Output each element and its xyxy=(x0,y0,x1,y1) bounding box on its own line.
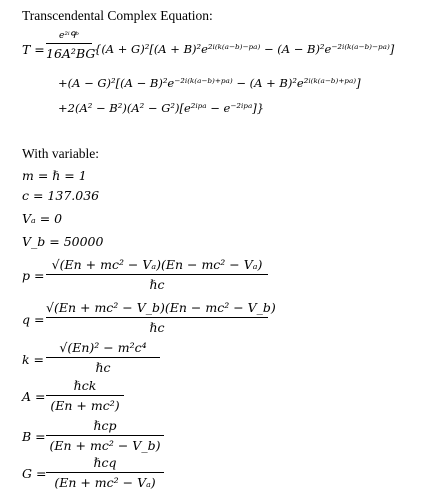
def-p-lhs: p = xyxy=(22,268,45,283)
def-b-numerator: ℏcp xyxy=(93,418,117,433)
def-b-lhs: B = xyxy=(22,429,46,444)
def-k-fraction xyxy=(46,340,160,375)
def-a-denominator: (En + mc²) xyxy=(50,398,120,413)
def-a-fraction xyxy=(46,378,124,413)
def-q-numerator: √(En + mc² − V_b)(En − mc² − V_b) xyxy=(46,300,276,315)
fraction-bar xyxy=(46,43,92,44)
var-c: c = 137.036 xyxy=(22,188,100,203)
equation-line-2: +(A − G)²[(A − B)²e⁻²ⁱ⁽ᵏ⁽ᵃ⁻ᵇ⁾⁺ᵖᵃ⁾ − (A + B)²e²ⁱ⁽ᵏ⁽ᵃ⁻ᵇ⁾⁺ᵖᵃ⁾] xyxy=(58,76,361,90)
equation-lhs: T = xyxy=(22,42,45,57)
sqrt-icon: √ xyxy=(46,300,54,315)
def-g-numerator: ℏcq xyxy=(93,455,117,470)
def-a-numerator: ℏck xyxy=(73,378,97,393)
var-vb: V_b = 50000 xyxy=(22,234,104,249)
sqrt-icon: √ xyxy=(59,340,68,355)
def-k-lhs: k = xyxy=(22,352,45,367)
def-a-lhs: A = xyxy=(22,389,46,404)
def-k-denominator: ℏc xyxy=(95,360,111,375)
def-q-fraction xyxy=(46,300,276,335)
def-p-denominator: ℏc xyxy=(149,277,165,292)
sqrt-icon: √ xyxy=(51,257,60,272)
equation-line-3: +2(A² − B²)(A² − G²)[e²ⁱᵖᵃ − e⁻²ⁱᵖᵃ]} xyxy=(58,101,265,115)
def-g-lhs: G = xyxy=(22,466,47,481)
def-g-denominator: (En + mc² − Vₐ) xyxy=(54,475,156,490)
equation-title: Transcendental Complex Equation: xyxy=(22,8,213,23)
def-k-numerator: √(En)² − m²c⁴ xyxy=(59,340,147,355)
def-q-denominator: ℏc xyxy=(149,320,165,335)
equation-prefactor xyxy=(46,31,96,61)
var-m-hbar: m = ℏ = 1 xyxy=(22,168,87,183)
def-b-denominator: (En + mc² − V_b) xyxy=(49,438,161,453)
prefactor-denominator: 16A²BG xyxy=(46,46,96,61)
def-q-lhs: q = xyxy=(22,312,45,327)
def-p-fraction xyxy=(46,257,268,292)
var-va: Vₐ = 0 xyxy=(22,211,63,226)
variables-heading: With variable: xyxy=(22,146,100,161)
def-b-fraction xyxy=(46,418,164,453)
equation-line-1: {(A + G)²[(A + B)²e²ⁱ⁽ᵏ⁽ᵃ⁻ᵇ⁾⁻ᵖᵃ⁾ − (A − B)²e⁻²ⁱ⁽ᵏ⁽ᵃ⁻ᵇ⁾⁻ᵖᵃ⁾] xyxy=(94,42,395,56)
def-p-numerator: √(En + mc² − Vₐ)(En − mc² − Vₐ) xyxy=(51,257,263,272)
prefactor-numerator: e²ⁱᑫᵇ xyxy=(59,31,79,41)
def-g-fraction xyxy=(46,455,164,490)
